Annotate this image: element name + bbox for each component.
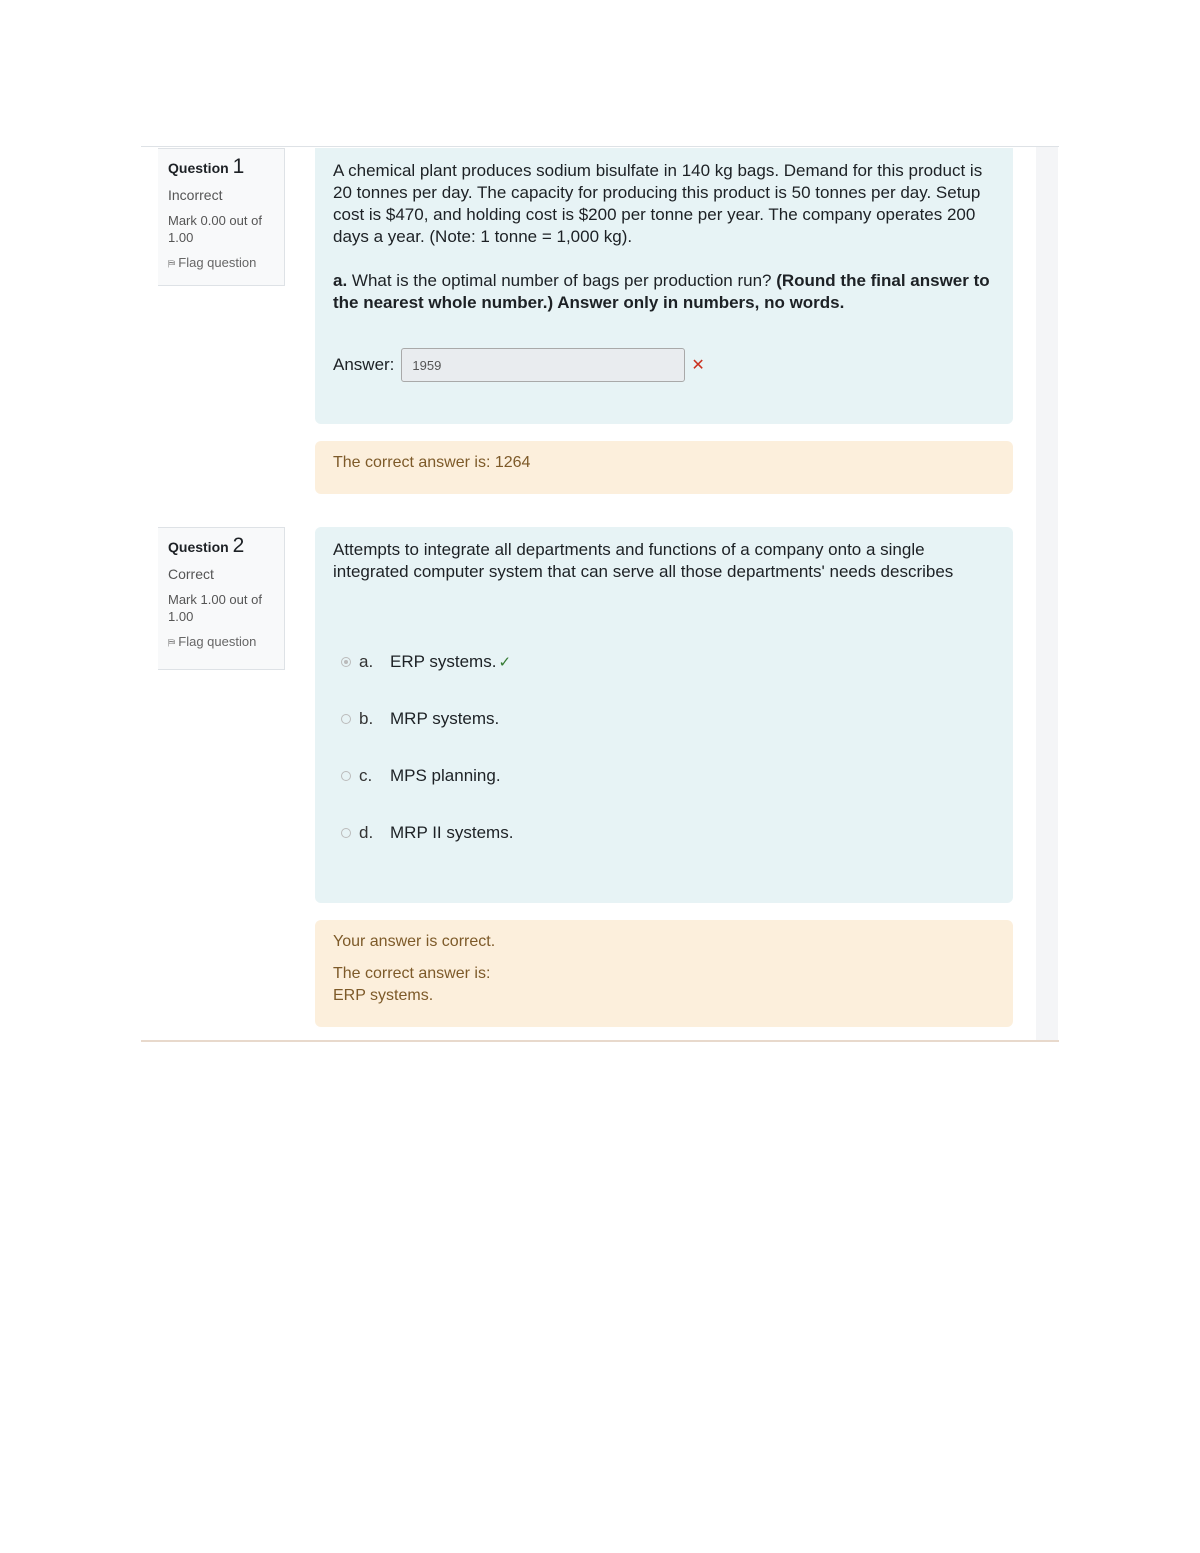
option-a-radio[interactable]: [341, 657, 351, 667]
question-2-grade: Mark 1.00 out of 1.00: [168, 592, 262, 624]
option-b[interactable]: b. MRP systems.: [333, 690, 995, 747]
option-d-radio[interactable]: [341, 828, 351, 838]
question-2-state: Correct: [168, 566, 214, 582]
side-strip: [1036, 147, 1058, 1040]
question-1-formulation: [315, 148, 1013, 424]
question-2-formulation: [315, 527, 1013, 903]
option-a[interactable]: a. ERP systems. ✓: [333, 633, 995, 690]
question-1-flag-link[interactable]: ⛿ Flag question: [168, 255, 257, 270]
answer-label: Answer:: [333, 355, 395, 374]
question-1-grade: Mark 0.00 out of 1.00: [168, 213, 262, 245]
page-divider-bottom: [141, 1040, 1059, 1042]
question-1-feedback: [315, 441, 1013, 494]
option-c[interactable]: c. MPS planning.: [333, 747, 995, 804]
question-1-right-answer: The correct answer is: 1264: [333, 454, 531, 471]
answer-input[interactable]: [401, 348, 685, 382]
question-2-info: [158, 527, 285, 670]
question-2-feedback: [315, 920, 1013, 1027]
option-b-radio[interactable]: [341, 714, 351, 724]
answer-options: [333, 633, 995, 861]
flag-icon: ⛿: [168, 259, 176, 270]
question-1-answer-row: [333, 348, 995, 382]
incorrect-icon: ✕: [691, 357, 705, 374]
question-1-number: Question 1: [168, 155, 245, 178]
question-2-right-answer-label: The correct answer is:: [333, 965, 491, 982]
page-divider-top: [141, 146, 1059, 147]
option-d[interactable]: d. MRP II systems.: [333, 804, 995, 861]
question-1-part-a: a. What is the optimal number of bags per production run? (Round the final answer to the nearest whole number.) Answer only in numbers, no words.: [333, 271, 990, 312]
question-1-state: Incorrect: [168, 187, 223, 203]
question-2-text: Attempts to integrate all departments and functions of a company onto a single integrated computer system that can serve all those departments' needs describes: [333, 540, 954, 581]
correct-check-icon: ✓: [498, 653, 512, 671]
question-1-info: [158, 148, 285, 286]
question-1-text: A chemical plant produces sodium bisulfate in 140 kg bags. Demand for this product is 20 tonnes per day. The capacity for producing this product is 50 tonnes per day. Setup cost is $470, and holding cost is $200 per tonne per year. The company operates 200 days a year. (Note: 1 tonne = 1,000 kg).: [333, 161, 983, 246]
option-c-radio[interactable]: [341, 771, 351, 781]
question-2-flag-link[interactable]: ⛿ Flag question: [168, 634, 257, 649]
question-2-number: Question 2: [168, 534, 245, 557]
flag-icon: ⛿: [168, 638, 176, 649]
question-2-specific-feedback: Your answer is correct.: [333, 933, 496, 950]
question-2-right-answer-value: ERP systems.: [333, 987, 434, 1004]
